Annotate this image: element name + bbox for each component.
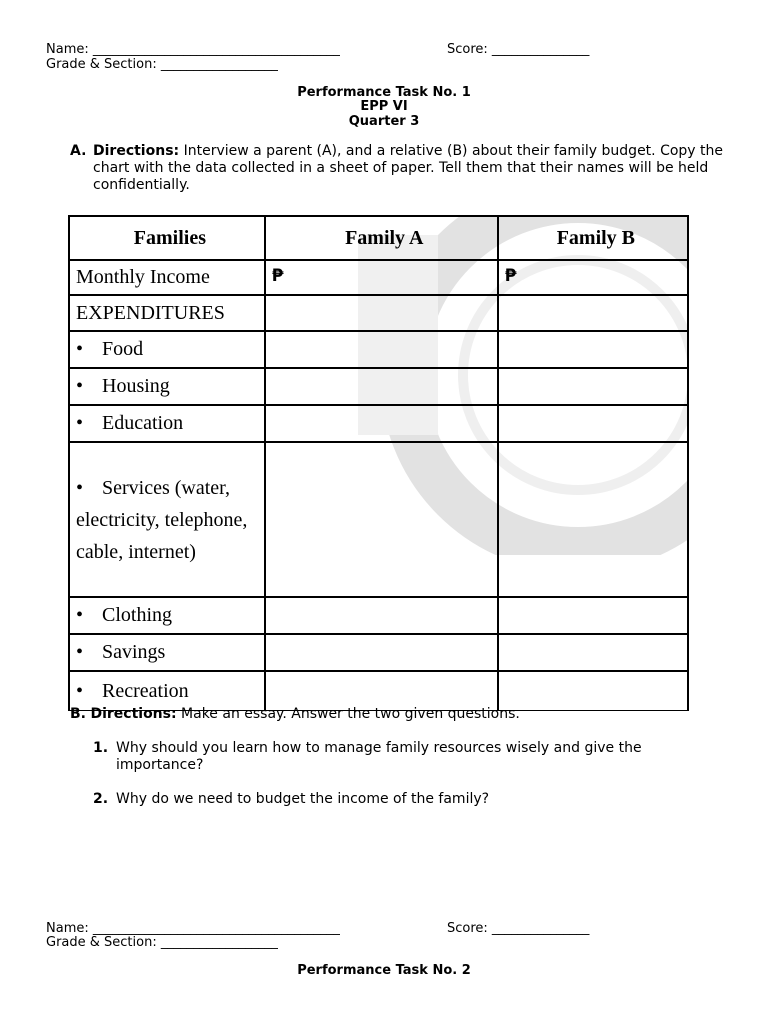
bullet-icon: • bbox=[76, 679, 84, 702]
task-title: Performance Task No. 1 bbox=[297, 85, 471, 100]
bullet-icon: • bbox=[76, 412, 84, 434]
grade-section-field-label: Grade & Section: __________________ bbox=[46, 935, 278, 950]
cell-family-a bbox=[265, 331, 498, 368]
section-a-text: Interview a parent (A), and a relative (B) about their family budget. Copy the chart with the data collected in a sheet of paper. Tell them that their names will be held confidentially. bbox=[93, 143, 724, 193]
score-field-label: Score: _______________ bbox=[447, 921, 590, 936]
name-field-label: Name: ______________________________________ bbox=[46, 921, 340, 936]
cell-family-a bbox=[265, 671, 498, 711]
peso-sign-family-b: ₱ bbox=[504, 266, 517, 286]
subject-title: EPP VI bbox=[360, 99, 408, 114]
header-families: Families bbox=[69, 216, 265, 260]
section-b-directions bbox=[70, 707, 520, 722]
peso-sign-family-a: ₱ bbox=[271, 266, 284, 286]
table-row bbox=[69, 442, 688, 597]
table-row bbox=[69, 405, 688, 442]
bullet-icon: • bbox=[76, 338, 84, 360]
bullet-icon: • bbox=[76, 476, 84, 499]
section-a-directions bbox=[70, 143, 730, 194]
section-a-marker: A. bbox=[70, 143, 87, 159]
section-b-marker: B. bbox=[70, 706, 86, 722]
cell-family-a bbox=[265, 368, 498, 405]
table-row bbox=[69, 295, 688, 331]
header-family-a: Family A bbox=[265, 216, 498, 260]
row-label-monthly-income: Monthly Income bbox=[69, 260, 265, 295]
row-label-clothing: Clothing bbox=[102, 604, 173, 626]
cell-family-b bbox=[498, 671, 688, 711]
grade-section-field-label: Grade & Section: __________________ bbox=[46, 57, 278, 72]
bullet-icon: • bbox=[76, 641, 84, 663]
cell-family-a bbox=[265, 405, 498, 442]
cell-family-b bbox=[498, 442, 688, 597]
table-row bbox=[69, 634, 688, 671]
cell-family-a bbox=[265, 442, 498, 597]
question-1-number: 1. bbox=[93, 740, 109, 756]
score-field-label: Score: _______________ bbox=[447, 42, 590, 57]
cell-family-b bbox=[498, 405, 688, 442]
row-label-savings: Savings bbox=[102, 641, 166, 663]
cell-family-a bbox=[265, 634, 498, 671]
row-label-housing: Housing bbox=[102, 375, 170, 397]
row-label-services: Services (water, electricity, telephone, cable, internet) bbox=[76, 476, 248, 563]
row-label-expenditures: EXPENDITURES bbox=[69, 295, 265, 331]
question-1-text: Why should you learn how to manage family resources wisely and give the importance? bbox=[116, 740, 642, 773]
next-task-title: Performance Task No. 2 bbox=[297, 963, 471, 978]
cell-family-b bbox=[498, 295, 688, 331]
table-header-row bbox=[69, 216, 688, 260]
question-2 bbox=[93, 791, 713, 808]
section-a-label: Directions: bbox=[93, 143, 180, 159]
table-row bbox=[69, 260, 688, 295]
row-label-education: Education bbox=[102, 412, 184, 434]
table-row bbox=[69, 331, 688, 368]
section-b-label: Directions: bbox=[90, 706, 177, 722]
cell-family-b bbox=[498, 331, 688, 368]
cell-family-a bbox=[265, 597, 498, 634]
header-family-b: Family B bbox=[498, 216, 688, 260]
bullet-icon: • bbox=[76, 375, 84, 397]
cell-family-a bbox=[265, 295, 498, 331]
row-label-food: Food bbox=[102, 338, 144, 360]
cell-family-b bbox=[498, 368, 688, 405]
cell-family-b bbox=[498, 597, 688, 634]
question-2-number: 2. bbox=[93, 791, 109, 807]
quarter-title: Quarter 3 bbox=[348, 114, 420, 129]
table-row bbox=[69, 368, 688, 405]
table-row bbox=[69, 671, 688, 711]
question-1 bbox=[93, 740, 713, 774]
bullet-icon: • bbox=[76, 604, 84, 626]
budget-chart bbox=[68, 215, 689, 711]
row-label-recreation: Recreation bbox=[102, 679, 189, 702]
question-2-text: Why do we need to budget the income of the family? bbox=[116, 791, 490, 807]
cell-family-b bbox=[498, 634, 688, 671]
name-field-label: Name: ______________________________________ bbox=[46, 42, 340, 57]
table-row bbox=[69, 597, 688, 634]
budget-table bbox=[68, 215, 689, 711]
section-b-text: Make an essay. Answer the two given questions. bbox=[176, 706, 520, 722]
